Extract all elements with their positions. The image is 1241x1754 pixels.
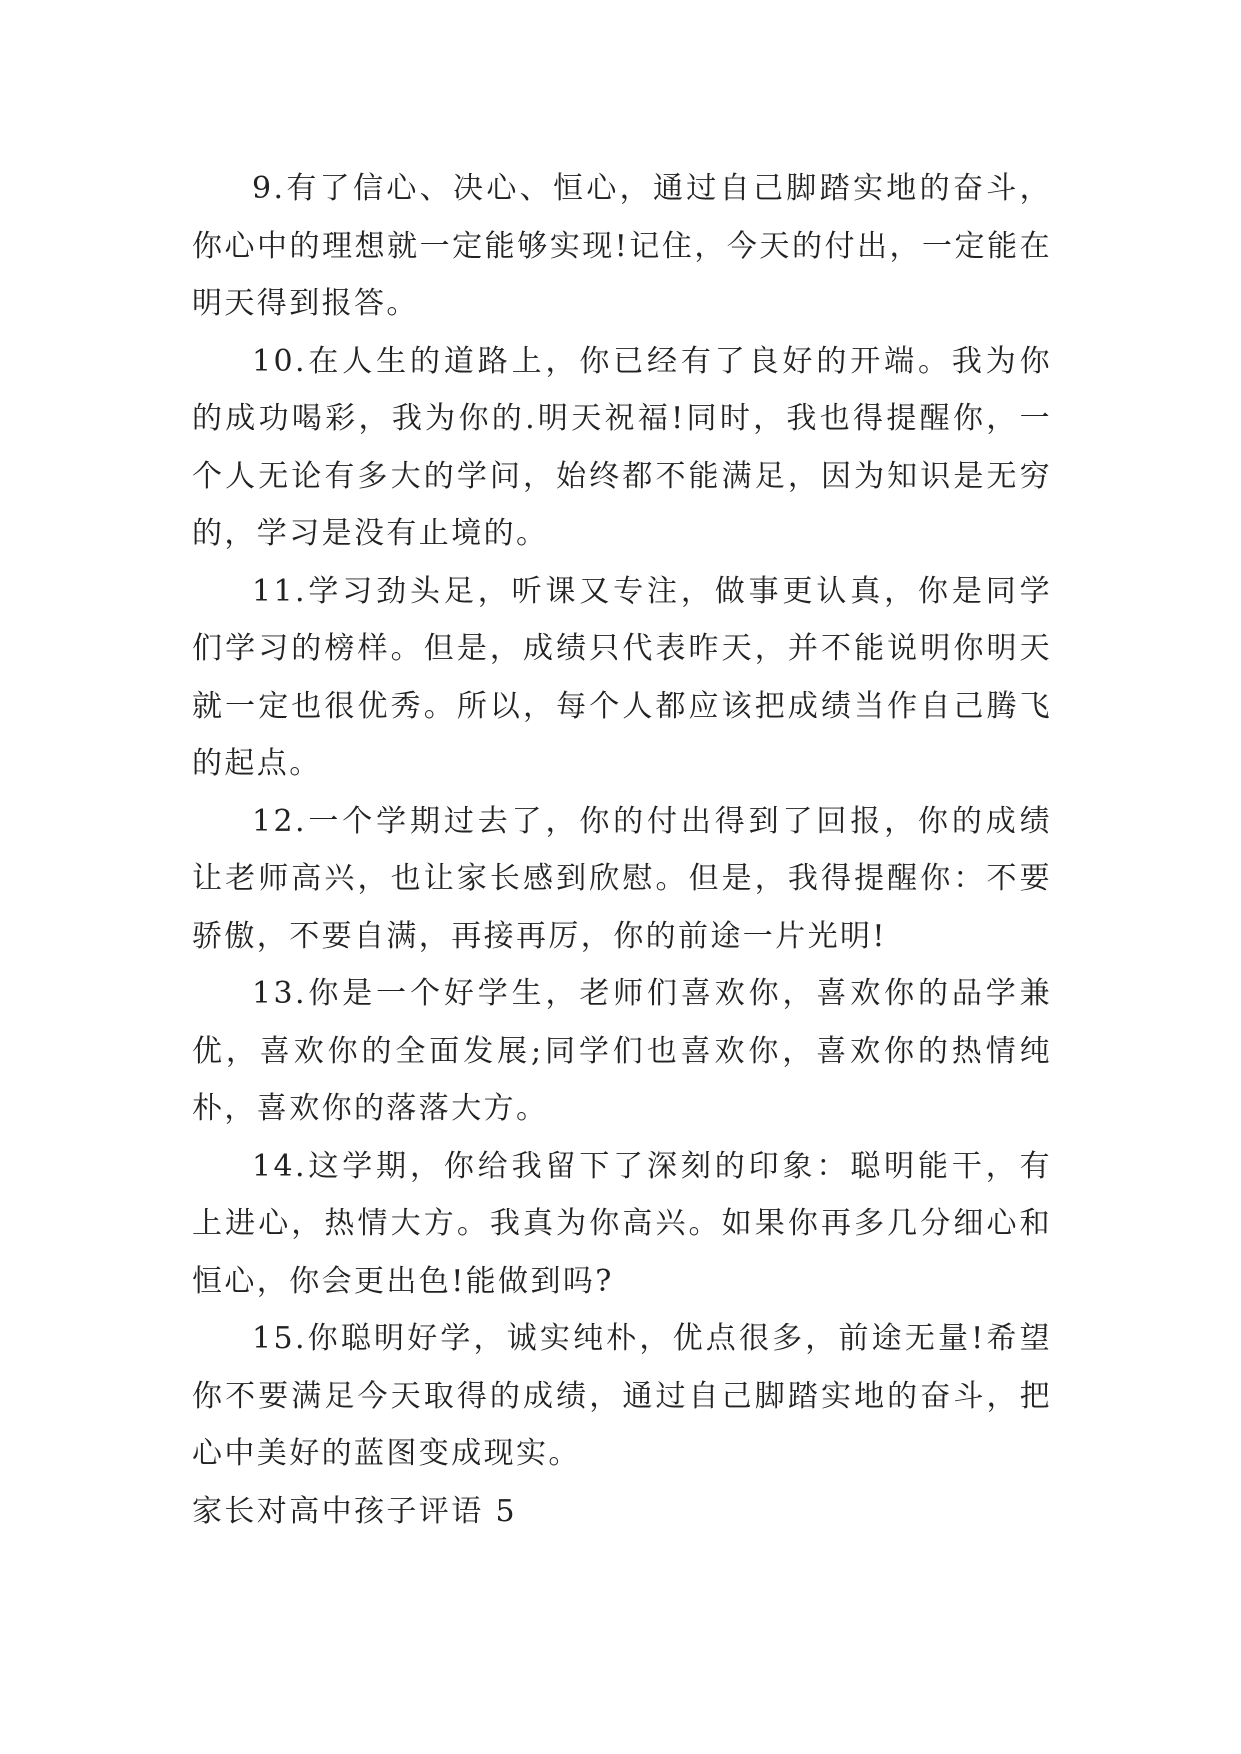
comment-paragraph-10: 10.在人生的道路上，你已经有了良好的开端。我为你的成功喝彩，我为你的.明天祝福!同时，我也得提醒你，一个人无论有多大的学问，始终都不能满足，因为知识是无穷的，学习是没有止境的。	[192, 343, 1052, 551]
comment-paragraph-12: 12.一个学期过去了，你的付出得到了回报，你的成绩让老师高兴，也让家长感到欣慰。但是，我得提醒你：不要骄傲，不要自满，再接再厉，你的前途一片光明!	[192, 803, 1052, 954]
section-heading: 家长对高中孩子评语 5	[192, 1493, 518, 1529]
comment-paragraph-14: 14.这学期，你给我留下了深刻的印象：聪明能干，有上进心，热情大方。我真为你高兴。如果你再多几分细心和恒心，你会更出色!能做到吗?	[192, 1148, 1052, 1299]
comment-paragraph-11: 11.学习劲头足，听课又专注，做事更认真，你是同学们学习的榜样。但是，成绩只代表昨天，并不能说明你明天就一定也很优秀。所以，每个人都应该把成绩当作自己腾飞的起点。	[192, 573, 1052, 781]
document-page	[192, 160, 1052, 1540]
comment-paragraph-9: 9.有了信心、决心、恒心，通过自己脚踏实地的奋斗，你心中的理想就一定能够实现!记住，今天的付出，一定能在明天得到报答。	[192, 171, 1052, 321]
comment-paragraph-13: 13.你是一个好学生，老师们喜欢你，喜欢你的品学兼优，喜欢你的全面发展;同学们也喜欢你，喜欢你的热情纯朴，喜欢你的落落大方。	[192, 976, 1052, 1126]
comment-paragraph-15: 15.你聪明好学，诚实纯朴，优点很多，前途无量!希望你不要满足今天取得的成绩，通过自己脚踏实地的奋斗，把心中美好的蓝图变成现实。	[192, 1321, 1052, 1471]
